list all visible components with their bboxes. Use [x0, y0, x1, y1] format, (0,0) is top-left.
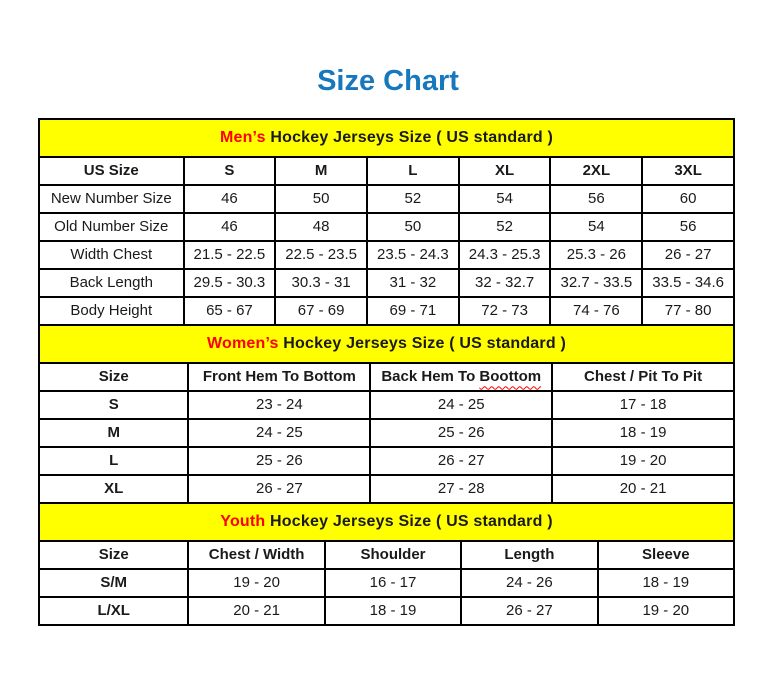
mens-cell: 48	[275, 213, 367, 241]
youth-column-header-row	[39, 541, 734, 569]
mens-row-label: New Number Size	[39, 185, 184, 213]
youth-cell: 20 - 21	[188, 597, 324, 625]
womens-row-label: S	[39, 391, 188, 419]
mens-column-header: 2XL	[550, 157, 642, 185]
womens-section-header-row	[39, 325, 734, 363]
womens-column-header-text: Back Hem To	[381, 368, 480, 386]
mens-cell: 25.3 - 26	[550, 241, 642, 269]
mens-cell: 46	[184, 213, 276, 241]
womens-table-row	[39, 475, 734, 503]
youth-cell: 26 - 27	[461, 597, 597, 625]
womens-cell: 25 - 26	[370, 419, 552, 447]
youth-column-header: Shoulder	[325, 541, 461, 569]
mens-cell: 74 - 76	[550, 297, 642, 325]
mens-cell: 56	[550, 185, 642, 213]
youth-cell: 19 - 20	[598, 597, 734, 625]
womens-cell: 26 - 27	[370, 447, 552, 475]
mens-table-row	[39, 297, 734, 325]
mens-cell: 52	[459, 213, 551, 241]
mens-cell: 65 - 67	[184, 297, 276, 325]
youth-column-header: Length	[461, 541, 597, 569]
mens-cell: 32 - 32.7	[459, 269, 551, 297]
womens-cell: 26 - 27	[188, 475, 370, 503]
mens-table-row	[39, 241, 734, 269]
mens-cell: 52	[367, 185, 459, 213]
mens-cell: 22.5 - 23.5	[275, 241, 367, 269]
mens-cell: 32.7 - 33.5	[550, 269, 642, 297]
womens-cell: 17 - 18	[552, 391, 734, 419]
mens-size-table	[38, 118, 735, 326]
mens-cell: 26 - 27	[642, 241, 734, 269]
womens-table-row	[39, 391, 734, 419]
womens-cell: 24 - 25	[370, 391, 552, 419]
womens-cell: 25 - 26	[188, 447, 370, 475]
womens-section-header	[39, 325, 734, 363]
mens-cell: 54	[550, 213, 642, 241]
youth-cell: 18 - 19	[598, 569, 734, 597]
mens-cell: 46	[184, 185, 276, 213]
mens-table-row	[39, 213, 734, 241]
mens-heading-text: Hockey Jerseys Size ( US standard )	[265, 128, 554, 146]
womens-heading-text: Hockey Jerseys Size ( US standard )	[278, 334, 566, 352]
mens-cell: 77 - 80	[642, 297, 734, 325]
mens-column-header: 3XL	[642, 157, 734, 185]
youth-cell: 16 - 17	[325, 569, 461, 597]
youth-table-row	[39, 597, 734, 625]
womens-cell: 27 - 28	[370, 475, 552, 503]
youth-column-header: Chest / Width	[188, 541, 324, 569]
womens-column-header	[370, 363, 552, 391]
womens-cell: 18 - 19	[552, 419, 734, 447]
mens-column-header: L	[367, 157, 459, 185]
page-title: Size Chart	[317, 65, 459, 97]
mens-cell: 69 - 71	[367, 297, 459, 325]
mens-cell: 30.3 - 31	[275, 269, 367, 297]
mens-row-label: Back Length	[39, 269, 184, 297]
womens-heading-highlight: Women’s	[207, 334, 279, 352]
mens-table-row	[39, 185, 734, 213]
womens-table-row	[39, 447, 734, 475]
youth-cell: 24 - 26	[461, 569, 597, 597]
mens-table-row	[39, 269, 734, 297]
mens-cell: 56	[642, 213, 734, 241]
youth-column-header: Sleeve	[598, 541, 734, 569]
mens-column-header: S	[184, 157, 276, 185]
mens-cell: 33.5 - 34.6	[642, 269, 734, 297]
youth-size-table	[38, 502, 735, 626]
size-chart-tables	[38, 118, 735, 626]
mens-cell: 50	[275, 185, 367, 213]
mens-column-header-row	[39, 157, 734, 185]
mens-section-header-row	[39, 119, 734, 157]
youth-cell: 19 - 20	[188, 569, 324, 597]
youth-column-header: Size	[39, 541, 188, 569]
womens-row-label: M	[39, 419, 188, 447]
mens-cell: 60	[642, 185, 734, 213]
womens-table-row	[39, 419, 734, 447]
mens-row-label: Old Number Size	[39, 213, 184, 241]
mens-cell: 29.5 - 30.3	[184, 269, 276, 297]
youth-row-label: S/M	[39, 569, 188, 597]
mens-section-header	[39, 119, 734, 157]
mens-cell: 24.3 - 25.3	[459, 241, 551, 269]
womens-column-header: Chest / Pit To Pit	[552, 363, 734, 391]
youth-table-row	[39, 569, 734, 597]
youth-row-label: L/XL	[39, 597, 188, 625]
youth-section-header	[39, 503, 734, 541]
mens-heading-highlight: Men’s	[219, 128, 266, 146]
youth-heading-highlight: Youth	[220, 512, 266, 530]
mens-cell: 67 - 69	[275, 297, 367, 325]
womens-column-header-row	[39, 363, 734, 391]
mens-row-label: Body Height	[39, 297, 184, 325]
womens-row-label: L	[39, 447, 188, 475]
womens-cell: 19 - 20	[552, 447, 734, 475]
mens-cell: 50	[367, 213, 459, 241]
youth-cell: 18 - 19	[325, 597, 461, 625]
womens-column-header: Size	[39, 363, 188, 391]
mens-cell: 23.5 - 24.3	[367, 241, 459, 269]
womens-size-table	[38, 324, 735, 504]
mens-column-header: US Size	[39, 157, 184, 185]
womens-cell: 24 - 25	[188, 419, 370, 447]
mens-row-label: Width Chest	[39, 241, 184, 269]
youth-heading-text: Hockey Jerseys Size ( US standard )	[265, 512, 553, 530]
mens-cell: 72 - 73	[459, 297, 551, 325]
mens-cell: 21.5 - 22.5	[184, 241, 276, 269]
mens-cell: 54	[459, 185, 551, 213]
mens-column-header: M	[275, 157, 367, 185]
misspelled-word: Boottom	[479, 368, 542, 386]
womens-cell: 23 - 24	[188, 391, 370, 419]
womens-column-header: Front Hem To Bottom	[188, 363, 370, 391]
womens-cell: 20 - 21	[552, 475, 734, 503]
mens-column-header: XL	[459, 157, 551, 185]
youth-section-header-row	[39, 503, 734, 541]
mens-cell: 31 - 32	[367, 269, 459, 297]
womens-row-label: XL	[39, 475, 188, 503]
